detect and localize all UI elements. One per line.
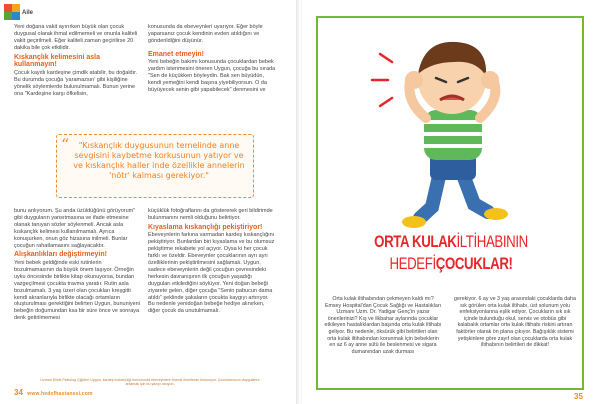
- pull-quote-text: "Kıskançlık duygusunun temelinde anne sevgisini kaybetme korkusunun yatıyor ve ve kıskançlık haller inde özellikle annelerin 'nötr' kalması gerekiyor.": [73, 141, 245, 180]
- paragraph: bunu anlıyorum. Şu anda üzüldüğünü görüyorum" gibi duyguların yansıtmasına ve ifade etmesine olanak tanıyan sözler söylenmeli. Ancak asla kıskançlık kelimesi kullanılmamalı. Ayrıca konuşurken, onun göz hizasına inilmeli. Bunlar çocuğun rahatlamasını sağlayacaktır.: [14, 208, 136, 249]
- subheading: Kıyaslama kıskançlığı pekiştiriyor!: [148, 223, 263, 231]
- pain-lines-icon: [372, 54, 392, 106]
- subheading: Kıskançlık kelimesini asla kullanmayın!: [14, 53, 100, 69]
- page-number-right: 35: [574, 392, 583, 401]
- paragraph: konusunda da ebeveynleri uyarıyor. Eğer böyle yaparsanız çocuk kendinin evden atıldığını ve gönderildiğini düşünür.: [148, 24, 263, 44]
- paragraph: gerekiyor. 6 ay ve 3 yaş arasındaki çocuklarda daha sık görülen orta kulak iltihabı, üst solunum yolu enfeksiyonlarına eşlik ediyor. Çocukların sık sık içinde bulunduğu okul, servis ve otobüs gibi kalabalık ortamlar orta kulak iltihabı riskini artıran faktörler olarak ön plana çıkıyor. Bağışıklık sistemi yetişkinlere göre zayıf olan çocuklarda orta kulak iltihabının belirtileri de dikkat!: [454, 296, 576, 349]
- subheading: Emanet etmeyin!: [148, 50, 205, 58]
- paragraph: Yeni bebek geldiğinde eski rutinlerin bozulmamasının da büyük önem taşıyor. Örneğin uyku öncesinde birlikte kitap okunuyorsa, bundan vazgeçilmesi çocukta travma yaratır. Rutin asla bozulmamalı. 3 yaş üzeri olan çocukları kreşgitti kendi akranlarıyla birlikte olacağı ortamların oluşturulması gerektiğini belirten Uygun, bununiyeni bebeğin doğumundan ksa bir süre önce ve sonraya denk getirilmemesi: [14, 260, 140, 322]
- paragraph: Yeni bebeğin bakımı konusunda çocuklardan bebek yardım istenmesini öneren Uygun, çocuğa bu sırada "Sen de küçükken böyleydin. Bak sen büyüdün, kendi yemeğini kendi başına yiyebiliyorsun. O da büyüyecek senin gibi yapabilecek" denmesini ve: [148, 59, 276, 93]
- right-page: [302, 0, 600, 404]
- left-column-1-bottom: [14, 208, 142, 324]
- title-light: HEDEFİ: [389, 254, 436, 273]
- magazine-logo: [4, 4, 48, 22]
- left-page: [0, 0, 298, 404]
- logo-text: Aile: [22, 10, 34, 16]
- quote-mark-icon: “: [61, 135, 70, 154]
- boy-earache-illustration: [362, 22, 542, 232]
- left-column-1-top: [14, 24, 142, 99]
- paragraph: Orta kulak iltihabından çekmeyen kaldı mı? Emsey Hospital'dan Çocuk Sağlığı ve Hastalıkları Uzmanı Uzm. Dr. Yadigar Genç'in yazar önerilerinizi? Kış ve ilkbahar aylarında çocuklar etkileyen hastalıklardan başında orta kulak iltihabı geliyor. Bu nedenle, öksürük gibi belirtileri olan orta kulak iltihabından korunmak için bebeklerin en az 6 ay anne sütü ile beslenmesi ve sigara dumanından uzak durması: [324, 296, 442, 355]
- footer-url[interactable]: www.hedefhastanesi.com: [27, 391, 93, 397]
- right-column-2: [454, 296, 576, 349]
- paragraph: Ebeveynlerin farkına varmadan kardeş kıskançlığını pekiştiriyor. Bunlardan biri kıyaslama ve bu olumsuz pekiştirme rekabete yol açıyor. Oysa ki her çocuk farklı ve özeldir. Ebeveynler çocuklarının ayrı ayrı özelliklerinin pekiştirilmesini sağlamalı. Uygun, sadece ebeveynlerin değil çocuğun çevresindeki herkesin davranışının ilk çocuğun yaşadığı duyguları etkilediğini söylüyor. Yeni doğan bebeği ziyarete gelen, diğer çocuğa "Senin pabucun dama atıldı" şeklinde şakaların çocukta kaygıyı artırıyor. Bu nedenle yenidoğan bebeğe hediye alınırken, diğer çocuk da unutulmamalı.: [148, 232, 275, 315]
- page-number: 34: [14, 388, 23, 397]
- title-light: İLTİHABININ: [456, 232, 528, 251]
- article-title-line-2: [352, 254, 550, 274]
- subheading: Alışkanlıkları değiştirmeyin!: [14, 251, 107, 259]
- title-bold: ORTA KULAK: [374, 232, 457, 251]
- paragraph: Yeni doğana vakit ayırırken büyük olan çocuk duygusal olarak ihmal edilmemeli ve onunla kaliteli vakit geçirilmeli. Eğer kaliteli zaman geçirilirse 20 dakika bile çok etkilidir.: [14, 24, 138, 51]
- title-bold: ÇOCUKLAR!: [435, 254, 513, 273]
- right-column-1: [324, 296, 442, 355]
- pull-quote: [56, 134, 254, 198]
- article-title-line-1: [352, 232, 550, 252]
- left-footer: [14, 388, 93, 397]
- paragraph: Çocuk kayıtlı kardeşine çimdik atabilir, bu doğaldır. Bu durumda çocuğa 'yaramazsın' gibi kişiliğine yönelik söylemlerde bulunulmamalı. Bunun yerine ona "Kardeşine karşı öfkelisin,: [14, 69, 138, 97]
- footnote: Uzman Klinik Psikolog Çiğdem Uygun, kardeş kıskançlığı konusunda ebeveynlere önemli önerilerde bulunuyor. Çocuklarınızın duygularını anlamak için bu yazıyı okuyun.: [40, 378, 260, 387]
- paragraph: küçüklük fotoğraflarını da göstererek geri bildirimde bulunmanını nemli olduğunu belirtiyor.: [148, 208, 273, 221]
- left-column-2-bottom: [148, 208, 276, 317]
- left-column-2-top: [148, 24, 276, 96]
